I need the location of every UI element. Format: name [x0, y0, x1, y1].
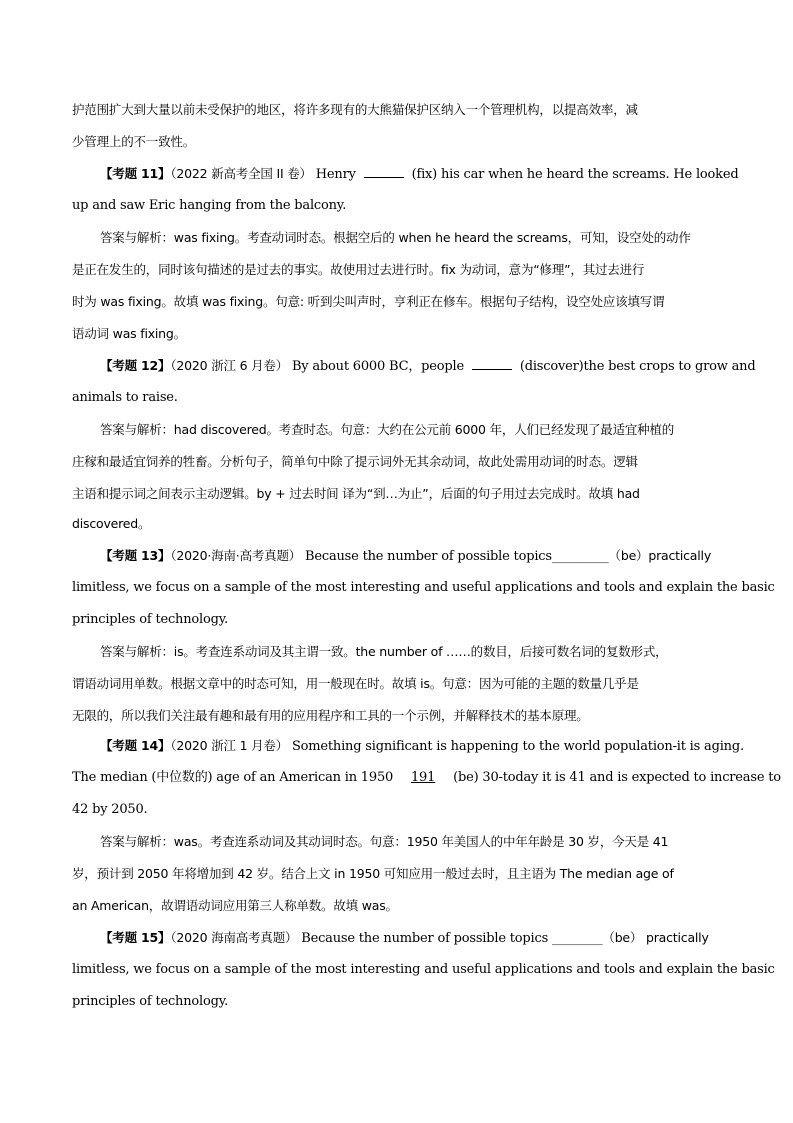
question-14-line-3: 42 by 2050.	[72, 802, 148, 817]
answer-11-line-2: 是正在发生的，同时该句描述的是过去的事实。故使用过去进行时。fix 为动词，意为“修理”，其过去进行	[72, 262, 645, 277]
question-14-blank: 191	[410, 770, 436, 785]
question-11-label: 【考题 11】	[100, 166, 171, 181]
answer-14-line-1: 答案与解析：was。考查连系动词及其动词时态。句意：1950 年美国人的中年年龄是 30 岁，今天是 41	[100, 834, 669, 849]
question-14-source: （2020 浙江 1 月卷）	[170, 738, 288, 753]
answer-13-line-3: 无限的，所以我们关注最有趣和最有用的应用程序和工具的一个示例，并解释技术的基本原理。	[72, 708, 589, 723]
question-12-line-2: animals to raise.	[72, 390, 178, 405]
question-13-pre: Because the number of possible topics	[305, 549, 552, 564]
answer-11-line-1: 答案与解析：was fixing。考查动词时态。根据空后的 when he heard the screams，可知，设空处的动作	[100, 230, 691, 245]
question-15-line-2: limitless, we focus on a sample of the most interesting and useful applications and tools and explain the basic	[72, 962, 775, 977]
question-15-line-3: principles of technology.	[72, 994, 229, 1009]
question-14-line-2-post: (be) 30-today it is 41 and is expected to increase to	[453, 770, 781, 785]
question-13-source: （2020·海南·高考真题）	[170, 548, 302, 563]
question-11	[100, 158, 739, 191]
question-13-line-3: principles of technology.	[72, 612, 229, 627]
question-13-post: （be）practically	[608, 548, 712, 563]
intro-line-1: 护范围扩大到大量以前未受保护的地区，将许多现有的大熊猫保护区纳入一个管理机构，以提高效率，减	[72, 102, 638, 117]
question-12-pre: By about 6000 BC，people	[291, 359, 464, 374]
question-13	[100, 540, 727, 573]
question-14-label: 【考题 14】	[100, 738, 171, 753]
question-14-line-2	[72, 762, 781, 794]
question-14-line-2-pre: The median (中位数的) age of an American in 1950	[72, 770, 394, 785]
question-13-blank: _________	[551, 549, 609, 564]
question-15-source: （2020 海南高考真题）	[170, 930, 298, 945]
question-11-line-2: up and saw Eric hanging from the balcony.	[72, 198, 347, 213]
answer-12-line-4: discovered。	[72, 516, 151, 531]
answer-14-line-3: an American，故谓语动词应用第三人称单数。故填 was。	[72, 898, 398, 913]
question-12-blank	[472, 355, 512, 370]
question-12-source: （2020 浙江 6 月卷）	[170, 358, 288, 373]
answer-12-line-3: 主语和提示词之间表示主动逻辑。by + 过去时间 译为“到…为止”，后面的句子用过去完成时。故填 had	[72, 486, 640, 501]
question-13-line-2: limitless, we focus on a sample of the most interesting and useful applications and tools and explain the basic	[72, 580, 775, 595]
question-12-post: (discover)the best crops to grow and	[519, 359, 756, 374]
question-15-pre: Because the number of possible topics	[301, 931, 549, 946]
question-15-label: 【考题 15】	[100, 930, 171, 945]
answer-12-line-1: 答案与解析：had discovered。考查时态。句意：大约在公元前 6000 年，人们已经发现了最适宜种植的	[100, 422, 675, 437]
question-12	[100, 350, 756, 383]
answer-13-line-2: 谓语动词用单数。根据文章中的时态可知，用一般现在时。故填 is。句意：因为可能的主题的数量几乎是	[72, 676, 639, 691]
question-15-post: （be） practically	[602, 930, 709, 945]
question-15	[100, 922, 727, 955]
question-11-pre: Henry	[315, 167, 356, 182]
answer-12-line-2: 庄稼和最适宜饲养的牲畜。分析句子，简单句中除了提示词外无其余动词，故此处需用动词的时态。逻辑	[72, 454, 638, 469]
intro-line-2: 少管理上的不一致性。	[72, 134, 196, 149]
question-12-label: 【考题 12】	[100, 358, 171, 373]
question-11-blank	[364, 163, 404, 178]
answer-14-line-2: 岁，预计到 2050 年将增加到 42 岁。结合上文 in 1950 可知应用一般过去时，且主语为 The median age of	[72, 866, 674, 881]
question-11-source: （2022 新高考全国 II 卷）	[170, 166, 312, 181]
question-14-pre: Something significant is happening to the world population-it is aging.	[291, 739, 744, 754]
answer-13-line-1: 答案与解析：is。考查连系动词及其主谓一致。the number of ……的数目，后接可数名词的复数形式，	[100, 644, 668, 659]
question-13-label: 【考题 13】	[100, 548, 171, 563]
question-11-post: (fix) his car when he heard the screams. He looked	[411, 167, 739, 182]
question-15-blank: ________	[551, 931, 603, 946]
answer-11-line-4: 语动词 was fixing。	[72, 326, 186, 341]
answer-11-line-3: 时为 was fixing。故填 was fixing。句意: 听到尖叫声时，亨利正在修车。根据句子结构，设空处应该填写谓	[72, 294, 665, 309]
question-14	[100, 730, 744, 763]
